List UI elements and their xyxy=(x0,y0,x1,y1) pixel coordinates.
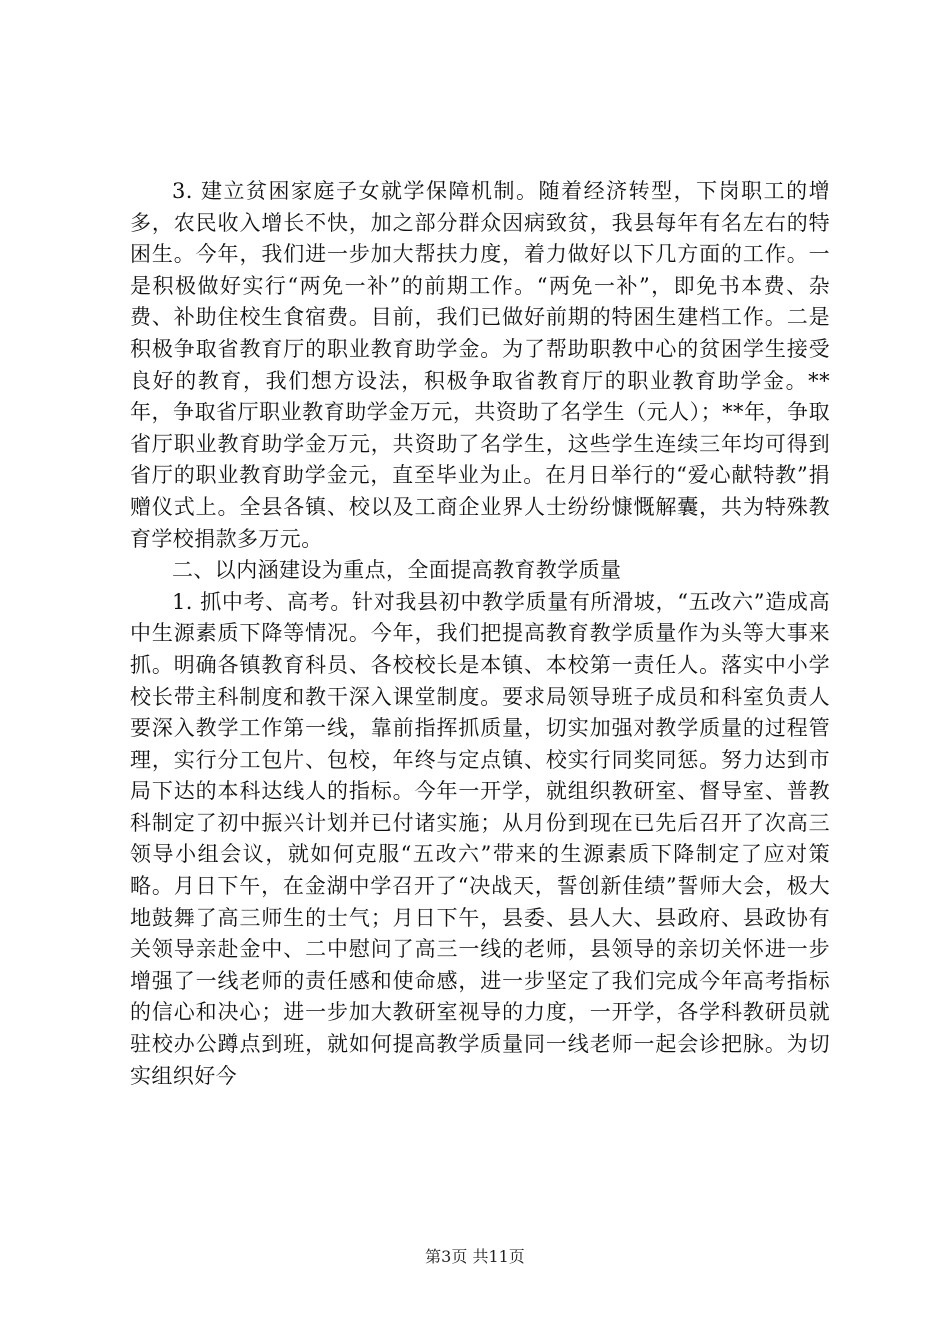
paragraph-poverty-support: 3. 建立贫困家庭子女就学保障机制。随着经济转型，下岗职工的增多，农民收入增长不快，加之部分群众因病致贫，我县每年有名左右的特困生。今年，我们进一步加大帮扶力度，着力做好以下几方面的工作。一是积极做好实行“两免一补”的前期工作。“两免一补”，即免书本费、杂费、补助住校生食宿费。目前，我们已做好前期的特困生建档工作。二是积极争取省教育厅的职业教育助学金。为了帮助职教中心的贫困学生接受良好的教育，我们想方设法，积极争取省教育厅的职业教育助学金。**年，争取省厅职业教育助学金万元，共资助了名学生（元人）；**年，争取省厅职业教育助学金万元，共资助了名学生，这些学生连续三年均可得到省厅的职业教育助学金元，直至毕业为止。在月日举行的“爱心献特教”捐赠仪式上。全县各镇、校以及工商企业界人士纷纷慷慨解囊，共为特殊教育学校捐款多万元。 xyxy=(130,179,830,551)
document-body xyxy=(130,176,830,1092)
page-number-footer: 第3页 共11页 xyxy=(425,1247,525,1266)
section-heading-quality: 二、以内涵建设为重点，全面提高教育教学质量 xyxy=(172,558,622,583)
paragraph-exams: 1. 抓中考、高考。针对我县初中教学质量有所滑坡，“五改六”造成高中生源素质下降等情况。今年，我们把提高教育教学质量作为头等大事来抓。明确各镇教育科员、各校校长是本镇、本校第一责任人。落实中小学校长带主科制度和教干深入课堂制度。要求局领导班子成员和科室负责人要深入教学工作第一线，靠前指挥抓质量，切实加强对教学质量的过程管理，实行分工包片、包校，年终与定点镇、校实行同奖同惩。努力达到市局下达的本科达线人的指标。今年一开学，就组织教研室、督导室、普教科制定了初中振兴计划并已付诸实施；从月份到现在已先后召开了次高三领导小组会议，就如何克服“五改六”带来的生源素质下降制定了应对策略。月日下午，在金湖中学召开了“决战天，誓创新佳绩”誓师大会，极大地鼓舞了高三师生的士气；月日下午，县委、县人大、县政府、县政协有关领导亲赴金中、二中慰问了高三一线的老师，县领导的亲切关怀进一步增强了一线老师的责任感和使命感，进一步坚定了我们完成今年高考指标的信心和决心；进一步加大教研室视导的力度，一开学，各学科教研员就驻校办公蹲点到班，就如何提高教学质量同一线老师一起会诊把脉。为切实组织好今 xyxy=(130,589,830,1088)
